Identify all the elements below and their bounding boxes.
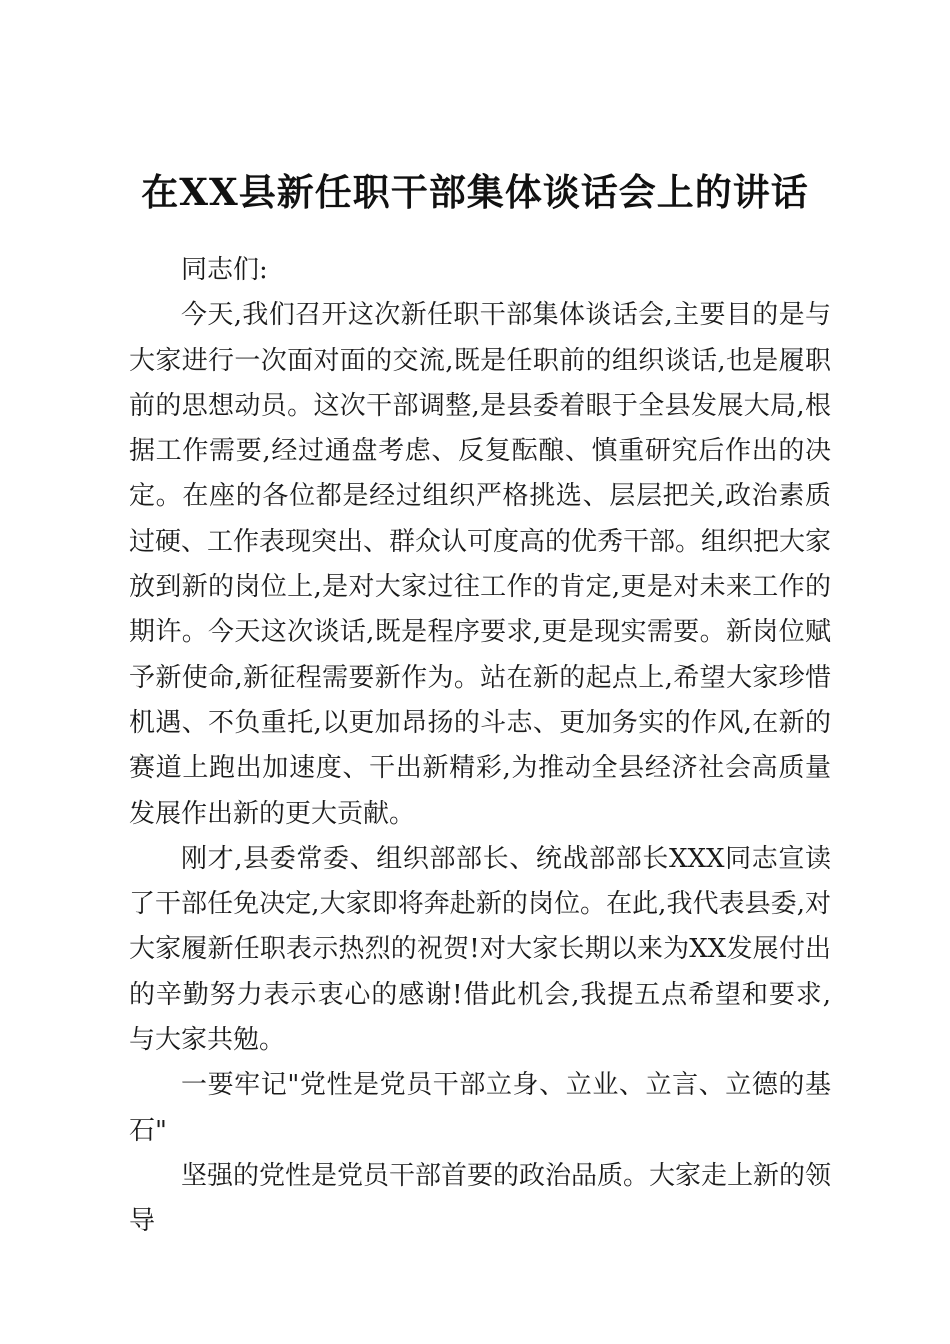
body-paragraph: 今天,我们召开这次新任职干部集体谈话会,主要目的是与大家进行一次面对面的交流,既是任职前的组织谈话,也是履职前的思想动员。这次干部调整,是县委着眼于全县发展大局,根据工作需要,经过通盘考虑、反复酝酿、慎重研究后作出的决定。在座的各位都是经过组织严格挑选、层层把关,政治素质过硬、工作表现突出、群众认可度高的优秀干部。组织把大家放到新的岗位上,是对大家过往工作的肯定,更是对未来工作的期许。今天这次谈话,既是程序要求,更是现实需要。新岗位赋予新使命,新征程需要新作为。站在新的起点上,希望大家珍惜机遇、不负重托,以更加昂扬的斗志、更加务实的作风,在新的赛道上跑出加速度、干出新精彩,为推动全县经济社会高质量发展作出新的更大贡献。 bbox=[129, 300, 832, 829]
document-body bbox=[129, 248, 831, 1245]
section-heading: 一要牢记"党性是党员干部立身、立业、立言、立德的基石" bbox=[129, 1070, 831, 1146]
body-paragraph: 坚强的党性是党员干部首要的政治品质。大家走上新的领导 bbox=[129, 1160, 832, 1237]
body-paragraph: 刚才,县委常委、组织部部长、统战部部长XXX同志宣读了干部任免决定,大家即将奔赴新的岗位。在此,我代表县委,对大家履新任职表示热烈的祝贺!对大家长期以来为XX发展付出的辛勤努力表示衷心的感谢!借此机会,我提五点希望和要求,与大家共勉。 bbox=[129, 843, 831, 1056]
salutation-paragraph: 同志们: bbox=[181, 255, 268, 285]
document-title: 在XX县新任职干部集体谈话会上的讲话 bbox=[141, 170, 809, 214]
